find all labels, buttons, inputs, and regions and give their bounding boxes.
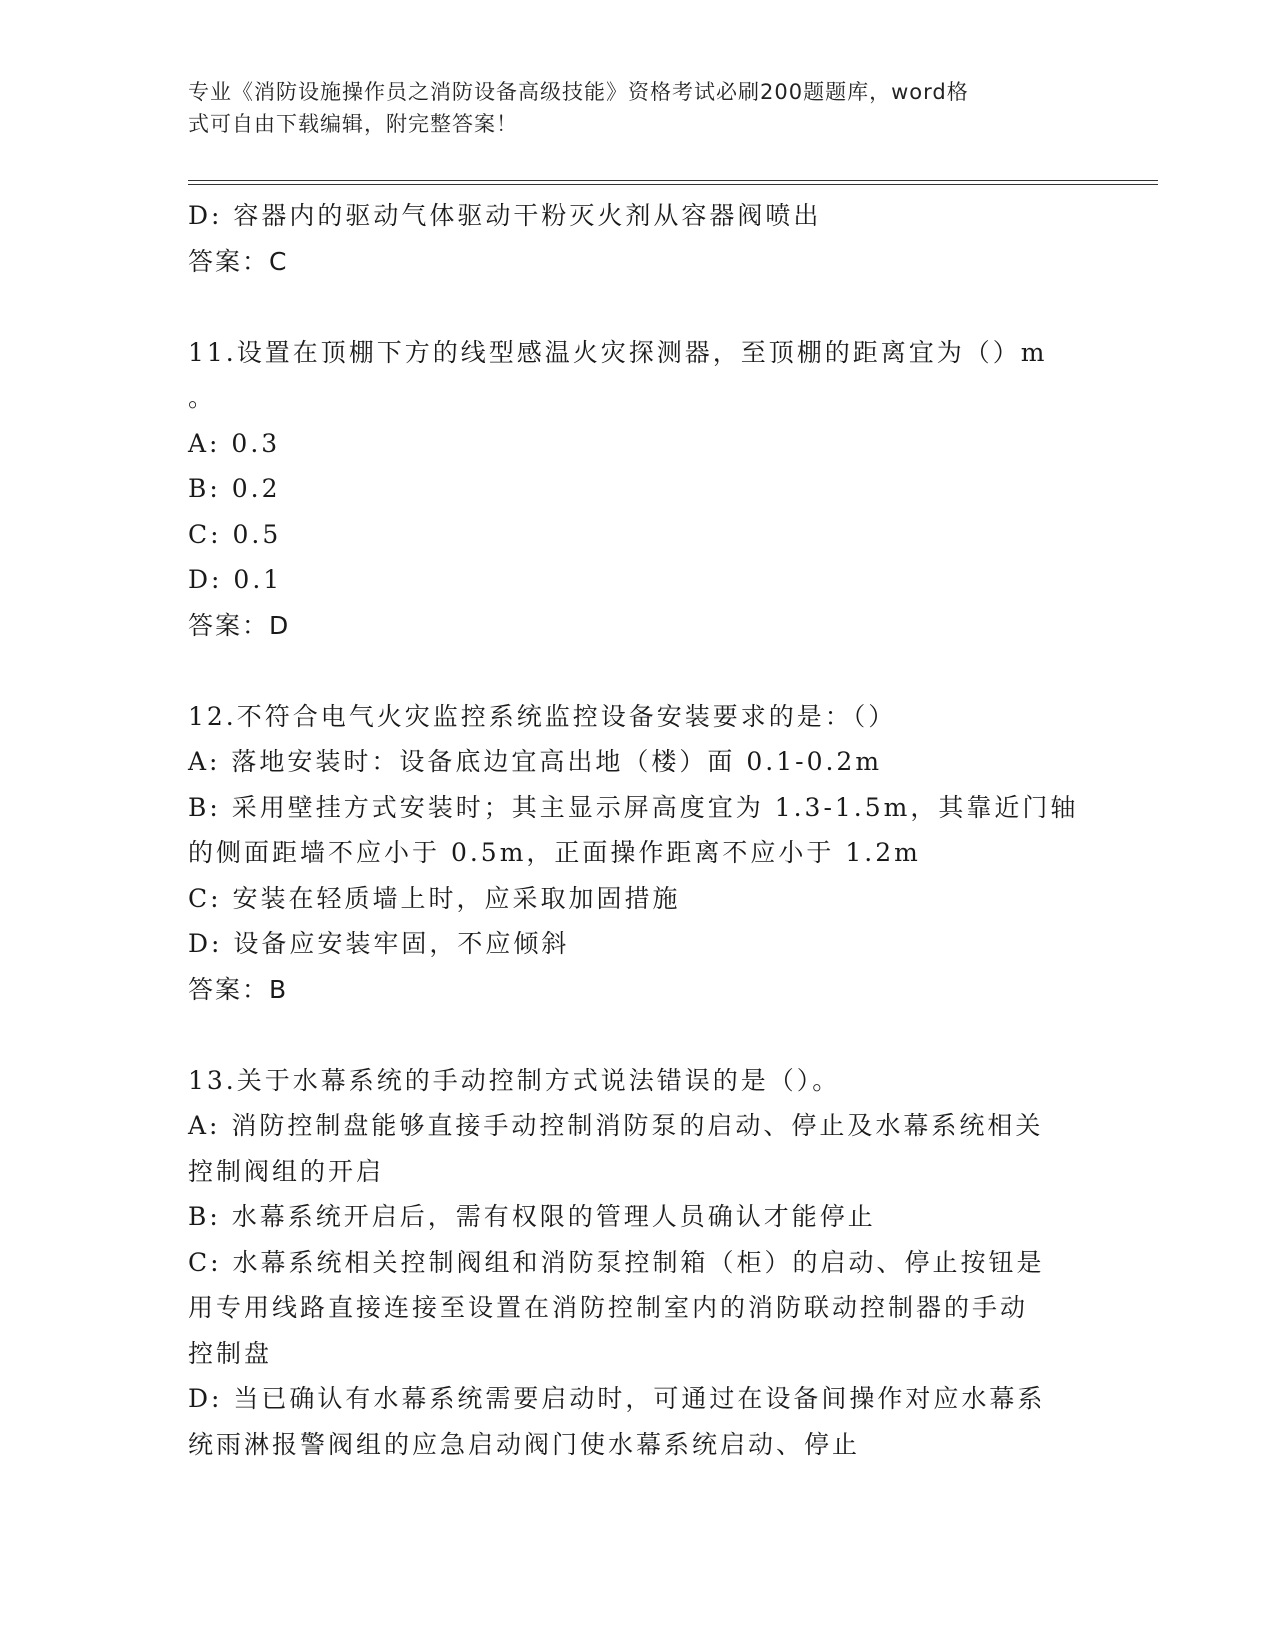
header-divider-top	[188, 180, 1158, 181]
option-d: D: 设备应安装牢固，不应倾斜	[188, 929, 570, 958]
option-b-line-2: 的侧面距墙不应小于 0.5m，正面操作距离不应小于 1.2m	[188, 838, 921, 867]
option-c: C: 0.5	[188, 519, 282, 549]
document-header	[188, 76, 1068, 140]
header-line-2: 式可自由下载编辑，附完整答案！	[188, 112, 518, 136]
question-stem: 11.设置在顶棚下方的线型感温火灾探测器，至顶棚的距离宜为（）m	[188, 337, 1048, 367]
option-b: B: 水幕系统开启后，需有权限的管理人员确认才能停止	[188, 1202, 876, 1231]
previous-question-tail	[188, 193, 1088, 284]
option-b: B: 0.2	[188, 474, 281, 503]
spacer	[188, 648, 1088, 694]
question-stem: 12.不符合电气火灾监控系统监控设备安装要求的是：（）	[188, 701, 897, 731]
question-12	[188, 694, 1088, 1013]
option-a: A: 0.3	[188, 428, 281, 458]
question-13	[188, 1058, 1088, 1468]
option-c-line-1: C: 水幕系统相关控制阀组和消防泵控制箱（柜）的启动、停止按钮是	[188, 1247, 1045, 1277]
question-stem: 13.关于水幕系统的手动控制方式说法错误的是（）。	[188, 1065, 841, 1095]
spacer	[188, 1012, 1088, 1058]
option-d-line-1: D: 当已确认有水幕系统需要启动时，可通过在设备间操作对应水幕系	[188, 1384, 1046, 1413]
option-a: A: 落地安装时：设备底边宜高出地（楼）面 0.1-0.2m	[188, 747, 883, 776]
answer-label: 答案：C	[188, 246, 289, 276]
option-a-line-1: A: 消防控制盘能够直接手动控制消防泵的启动、停止及水幕系统相关	[188, 1111, 1044, 1140]
option-a-line-2: 控制阀组的开启	[188, 1156, 385, 1186]
question-11	[188, 330, 1088, 649]
header-line-1: 专业《消防设施操作员之消防设备高级技能》资格考试必刷200题题库，word格	[188, 80, 969, 104]
spacer	[188, 284, 1088, 330]
option-c-line-2: 用专用线路直接连接至设置在消防控制室内的消防联动控制器的手动	[188, 1293, 1029, 1322]
question-stem-end: 。	[188, 383, 217, 412]
option-c: C: 安装在轻质墙上时，应采取加固措施	[188, 883, 681, 913]
option-b-line-1: B: 采用壁挂方式安装时；其主显示屏高度宜为 1.3-1.5m，其靠近门轴	[188, 792, 1079, 822]
header-divider-bottom	[188, 184, 1158, 185]
option-c-line-3: 控制盘	[188, 1338, 273, 1368]
answer-label: 答案：B	[188, 974, 289, 1004]
answer-label: 答案：D	[188, 610, 291, 640]
option-d: D: 容器内的驱动气体驱动干粉灭火剂从容器阀喷出	[188, 201, 822, 230]
option-d: D: 0.1	[188, 565, 283, 594]
question-list	[188, 193, 1088, 1467]
option-d-line-2: 统雨淋报警阀组的应急启动阀门使水幕系统启动、停止	[188, 1429, 861, 1459]
